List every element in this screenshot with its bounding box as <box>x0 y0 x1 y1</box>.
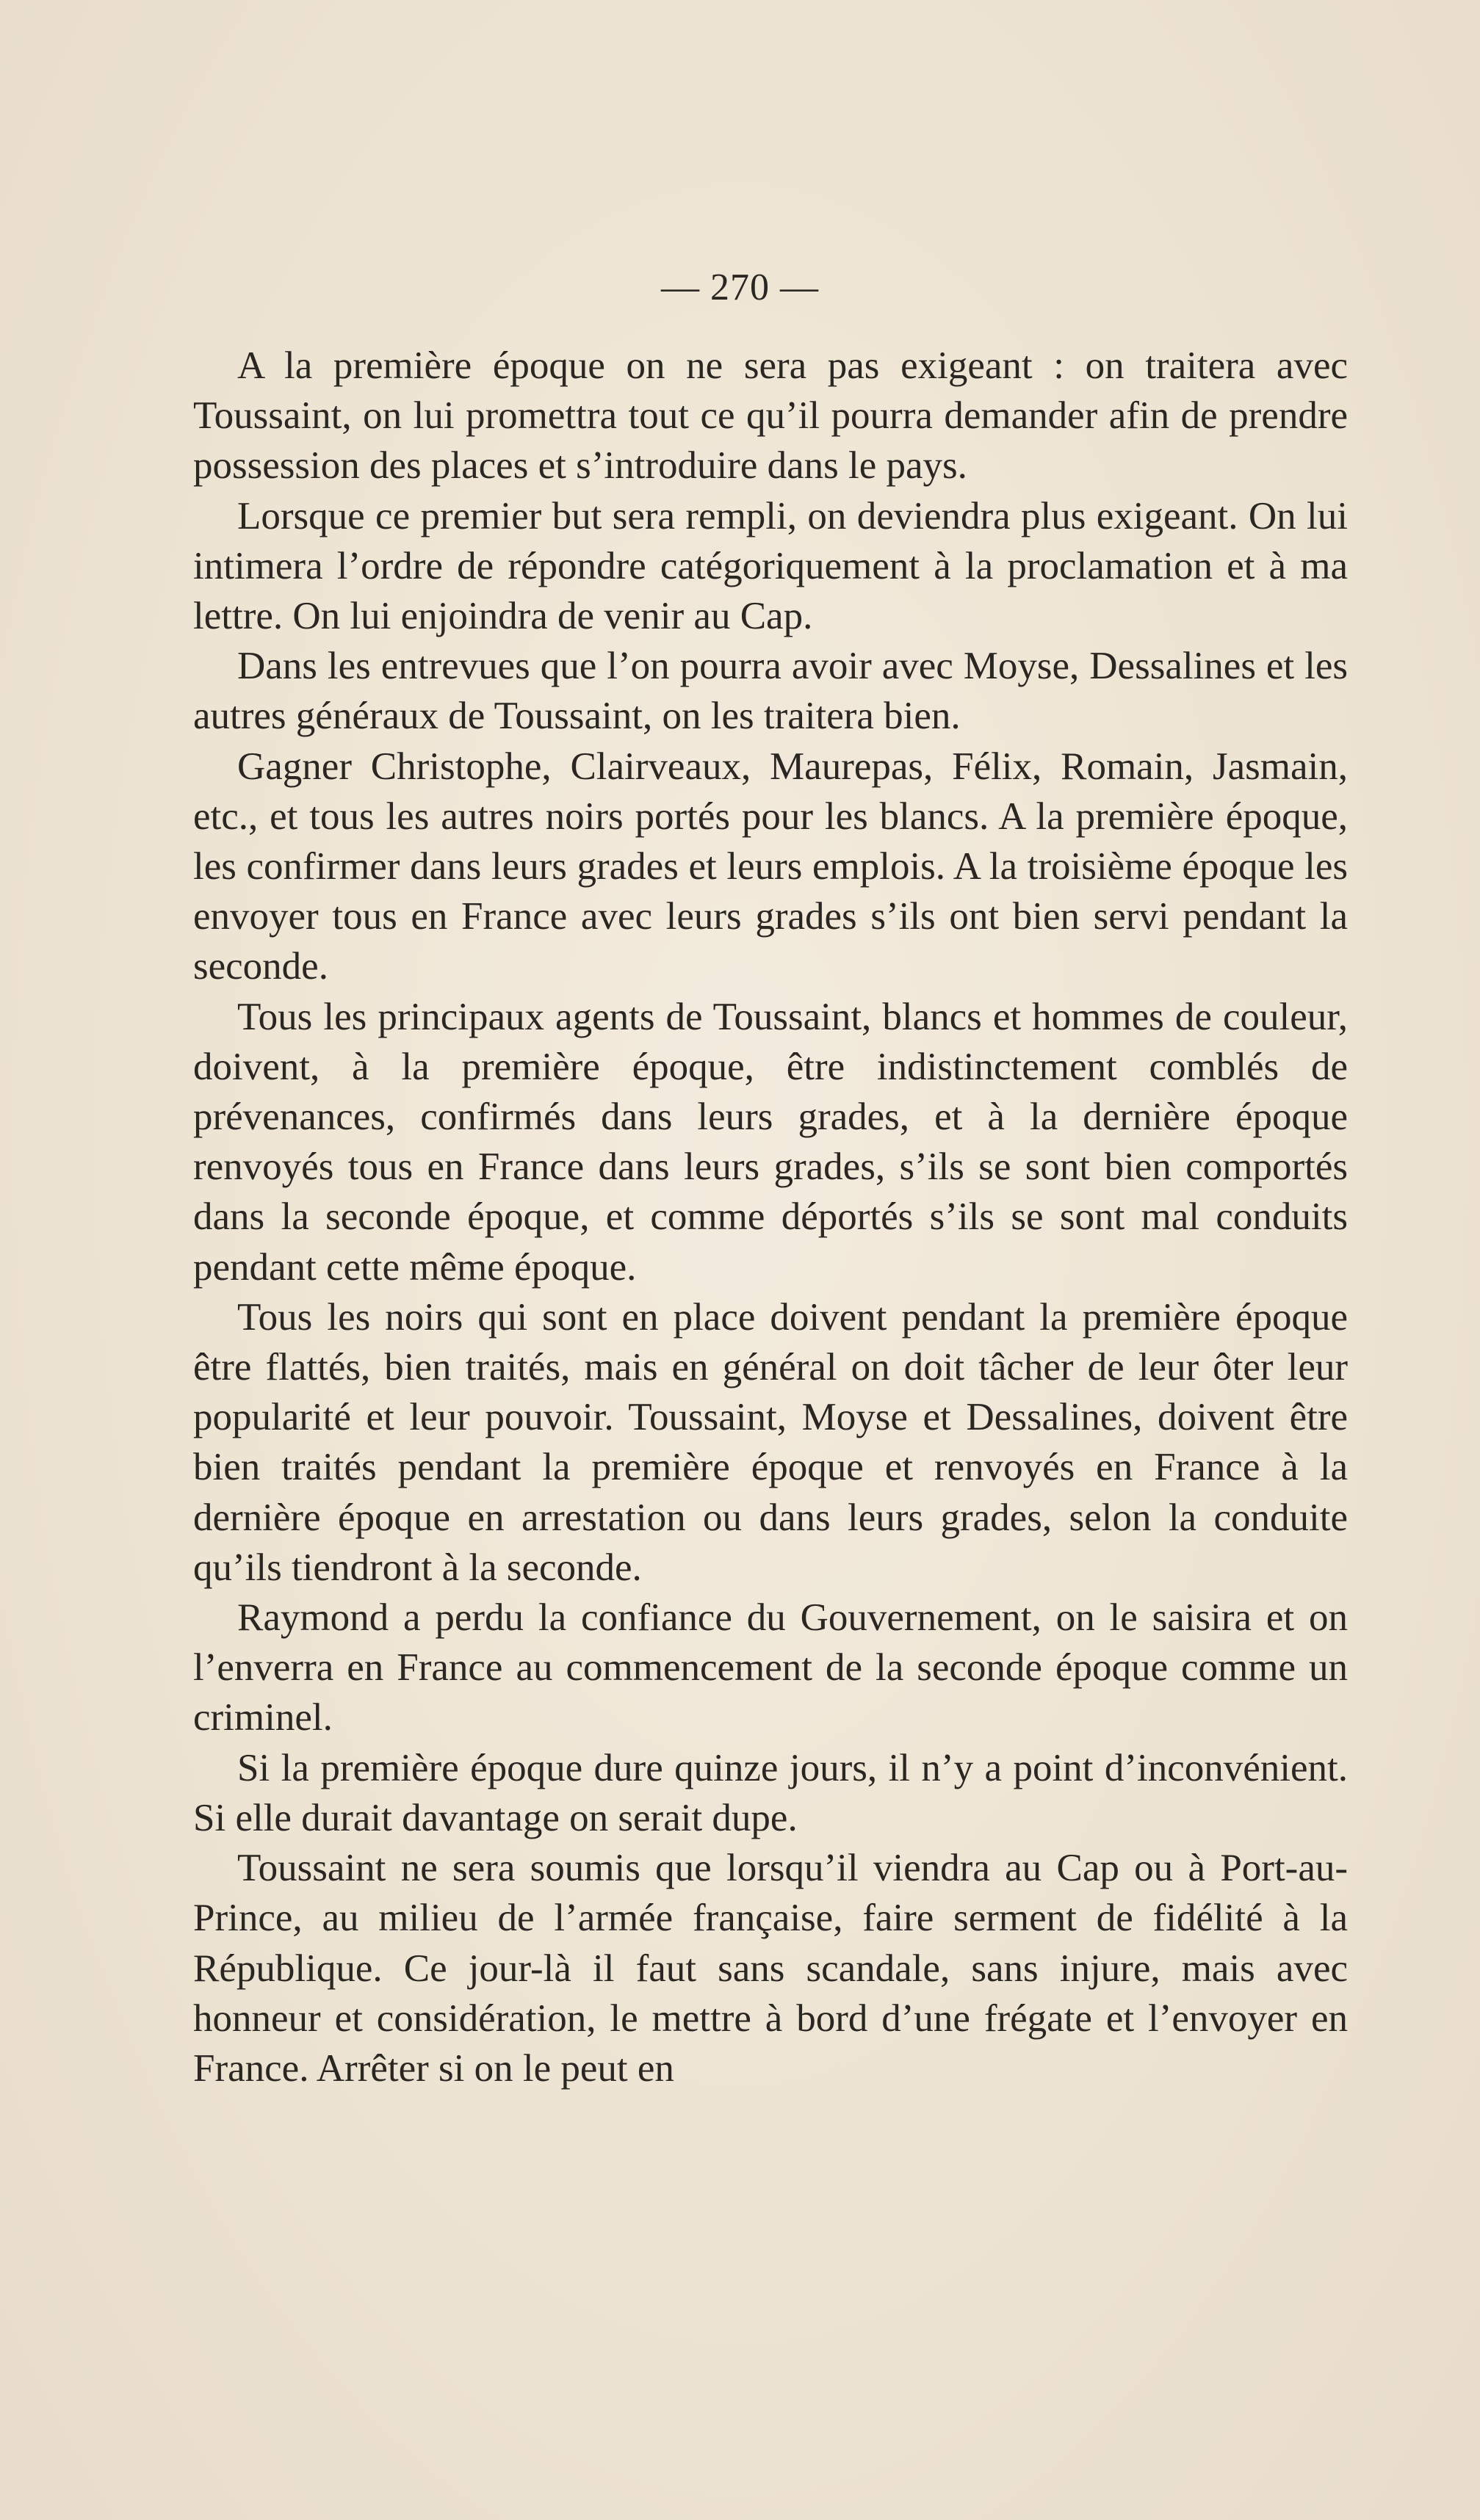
page-number: — 270 — <box>661 267 819 308</box>
paragraph: Lorsque ce premier but sera rempli, on deviendra plus exigeant. On lui intimera l’ordre de répondre catégoriquement à la proclamation et à ma lettre. On lui enjoindra de venir au Cap. <box>193 494 1348 638</box>
paragraph: Si la première époque dure quinze jours, il n’y a point d’inconvénient. Si elle durait davantage on serait dupe. <box>193 1746 1348 1839</box>
paragraph: Tous les principaux agents de Toussaint, blancs et hommes de couleur, doivent, à la première époque, être indistinctement comblés de prévenances, confirmés dans leurs grades, et à la dernière époque renvoyés tous en France dans leurs grades, s’ils se sont bien comportés dans la seconde époque, et comme déportés s’ils se sont mal conduits pendant cette même époque. <box>193 995 1348 1289</box>
paragraph: Raymond a perdu la confiance du Gouvernement, on le saisira et on l’enverra en France au commencement de la seconde époque comme un criminel. <box>193 1596 1348 1739</box>
paragraph: Toussaint ne sera soumis que lorsqu’il viendra au Cap ou à Port-au-Prince, au milieu de l’armée française, faire serment de fidélité à la République. Ce jour-là il faut sans scandale, sans injure, mais avec honneur et considération, le mettre à bord d’une frégate et l’envoyer en France. Arrêter si on le peut en <box>193 1847 1348 2090</box>
paragraph: A la première époque on ne sera pas exigeant : on traitera avec Toussaint, on lui promettra tout ce qu’il pourra demander afin de prendre possession des places et s’introduire dans le pays. <box>193 344 1348 488</box>
paragraph: Tous les noirs qui sont en place doivent pendant la première époque être flattés, bien traités, mais en général on doit tâcher de leur ôter leur popularité et leur pouvoir. Toussaint, Moyse et Dessalines, doivent être bien traités pendant la première époque et renvoyés en France à la dernière époque en arrestation ou dans leurs grades, selon la conduite qu’ils tiendront à la seconde. <box>193 1295 1348 1589</box>
body-text <box>193 341 1348 2093</box>
paragraph: Gagner Christophe, Clairveaux, Maurepas, Félix, Romain, Jasmain, etc., et tous les autres noirs portés pour les blancs. A la première époque, les confirmer dans leurs grades et leurs emplois. A la troisième époque les envoyer tous en France avec leurs grades s’ils ont bien servi pendant la seconde. <box>193 745 1348 988</box>
paragraph: Dans les entrevues que l’on pourra avoir avec Moyse, Dessalines et les autres généraux de Toussaint, on les traitera bien. <box>193 645 1348 738</box>
